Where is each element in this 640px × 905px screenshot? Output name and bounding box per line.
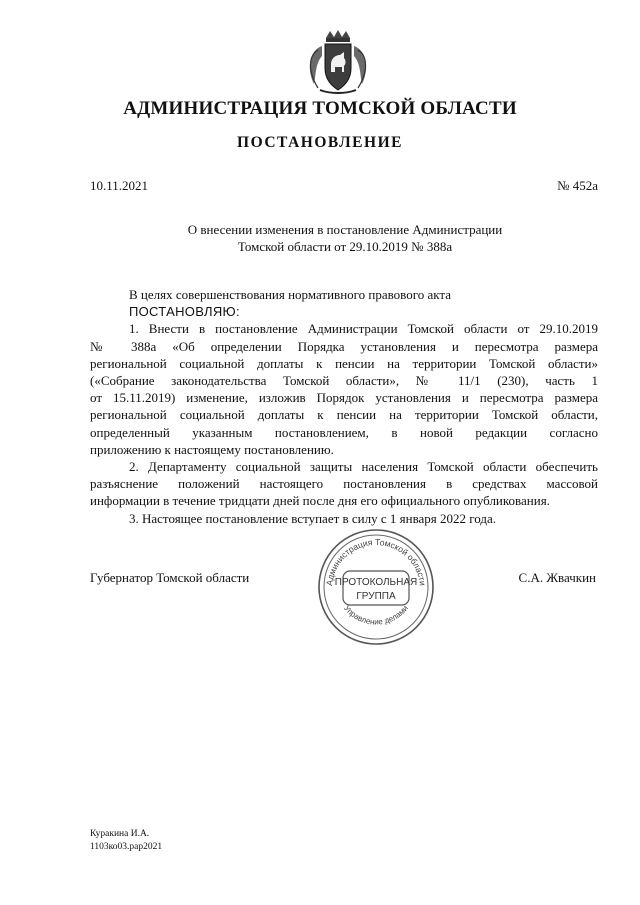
subject-line: О внесении изменения в постановление Администрации [187,222,503,237]
item1-line: 1. Внести в постановление Администрации Томской области от 29.10.2019 [129,321,598,337]
official-stamp [316,527,436,647]
preamble: В целях совершенствования нормативного правового акта [129,287,452,302]
item1-line: определенный указанным постановлением, в новой редакции согласно [90,424,598,440]
document-body [90,286,598,527]
document-number: № 452а [557,178,598,193]
item3-line: 3. Настоящее постановление вступает в силу с 1 января 2022 года. [129,510,497,526]
item1-line: региональной социальной доплаты к пенсии на территории Томской области» [90,355,598,371]
svg-text:Управление делами [342,604,410,627]
organization-title: АДМИНИСТРАЦИЯ ТОМСКОЙ ОБЛАСТИ [123,98,517,119]
document-subject [90,221,600,255]
item1-line: региональной социальной доплаты к пенсии на территории Томской области, [90,407,598,423]
resolve-heading: ПОСТАНОВЛЯЮ: [129,304,240,320]
item2-line: информации в течение тридцати дней после дня его официального опубликования. [90,493,550,509]
item1-line: («Собрание законодательства Томской области», № 11/1 (230), часть 1 [90,373,598,389]
subject-line: Томской области от 29.10.2019 № 388а [237,239,453,254]
item2-line: 2. Департаменту социальной защиты населения Томской области обеспечить [129,459,598,475]
tomsk-oblast-coat-of-arms-icon [300,28,376,98]
stamp-outer-top: Администрация Томской области [324,536,428,587]
stamp-inner-line2: ГРУППА [356,591,396,602]
document-type-title: ПОСТАНОВЛЕНИЕ [237,134,403,151]
signatory-position: Губернатор Томской области [90,570,250,585]
item1-line: приложению к настоящему постановлению. [90,441,334,457]
stamp-outer-bottom: Управление делами [342,603,410,627]
document-date: 10.11.2021 [90,178,149,193]
executor-name: Куракина И.А. [90,829,150,839]
executor-code: 1103ко03.рар2021 [90,842,163,852]
executor-info [90,828,162,854]
stamp-inner-line1: ПРОТОКОЛЬНАЯ [334,577,418,588]
item1-line: № 388а «Об определении Порядка установления и пересмотра размера [90,338,598,354]
signatory-name: С.А. Жвачкин [518,570,596,585]
item1-line: от 15.11.2019) изменение, изложив Порядок установления и пересмотра размера [90,390,598,406]
item2-line: разъяснение положений настоящего постановления в средствах массовой [90,476,598,492]
